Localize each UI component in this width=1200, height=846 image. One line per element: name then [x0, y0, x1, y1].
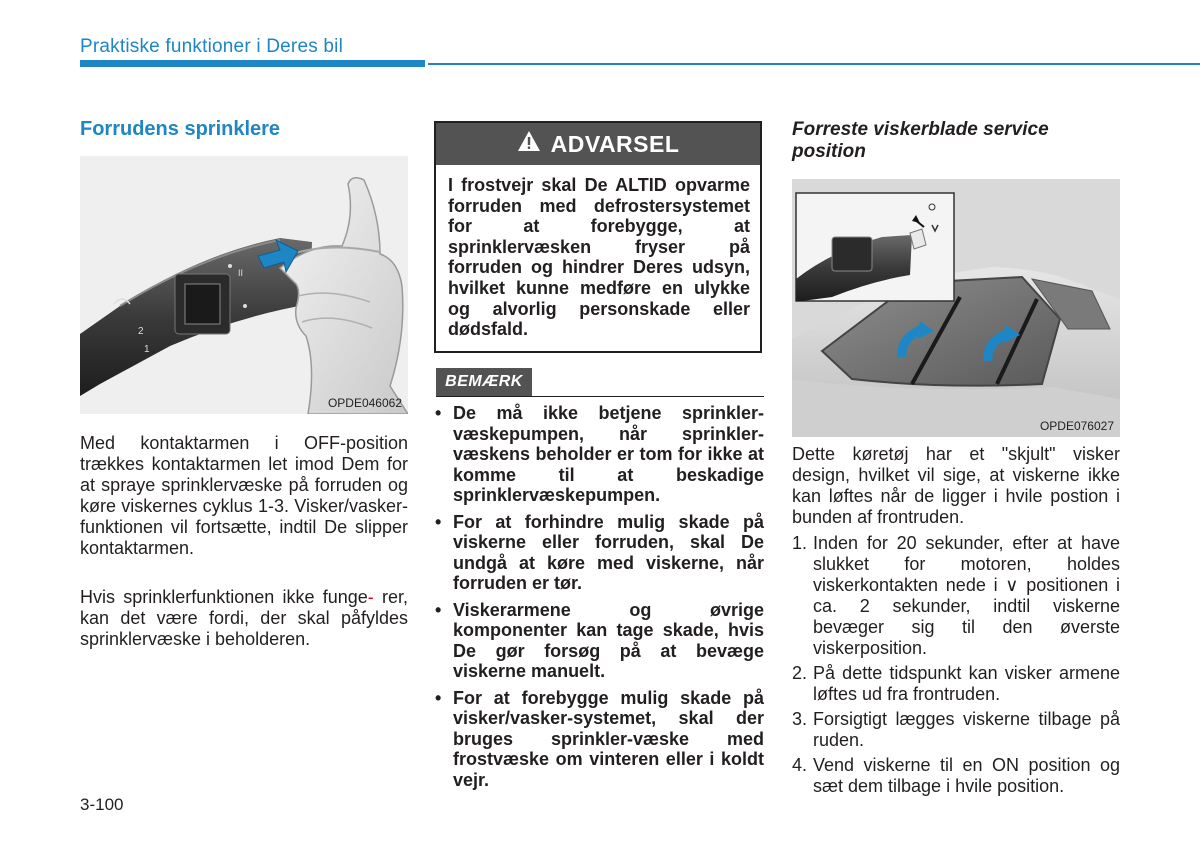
bullet-icon: •: [435, 403, 442, 423]
note-rule: [436, 396, 764, 397]
step-text: Vend viskerne til en ON position og sæt dem tilbage i hvile position.: [813, 755, 1120, 796]
figure-code: OPDE046062: [327, 396, 402, 410]
step-number: 2.: [792, 663, 808, 683]
step-text: På dette tidspunkt kan visker armene løftes ud fra frontruden.: [813, 663, 1120, 704]
svg-text:1: 1: [144, 344, 150, 355]
washer-heading: Forrudens sprinklere: [80, 118, 281, 140]
list-item: [792, 533, 1120, 659]
header-rule-thick: [80, 60, 425, 67]
svg-text:II: II: [238, 268, 244, 278]
wiper-service-illustration: [792, 179, 1120, 437]
section-title: Praktiske funktioner i Deres bil: [80, 36, 344, 57]
service-paragraph: Dette køretøj har et "skjult" visker design, hvilket vil sige, at viskerne ikke kan løftes når de ligger i hvile postion i bunden af frontruden.: [792, 444, 1120, 527]
bullet-icon: •: [435, 511, 442, 532]
note-item-text: De må ikke betjene sprinkler-væskepumpen, når sprinkler-væskens beholder er tom for ikke at komme til at beskadige sprinklervæskepumpen.: [453, 403, 764, 505]
list-item: [434, 688, 764, 791]
list-item: [792, 663, 1120, 705]
step-number: 4.: [792, 755, 808, 775]
warning-header: [436, 123, 760, 165]
note-tag: BEMÆRK: [436, 368, 532, 396]
bullet-icon: •: [435, 599, 442, 620]
page-number: 3-100: [80, 795, 124, 814]
warning-triangle-icon: [517, 130, 541, 158]
bullet-icon: •: [435, 687, 442, 708]
step-text: Inden for 20 sekunder, efter at have slukket for motoren, holdes viskerkontakten nede i ∨ positionen i ca. 2 sekunder, indtil viskerne bevæger sig til den øverste viskerposition.: [813, 533, 1120, 658]
washer-paragraph-1: Med kontaktarmen i OFF-position trækkes kontaktarmen let imod Dem for at spraye sprinklervæske på forruden og køre viskernes cyklus 1-3. Visker/vasker-funktionen vil fortsætte, indtil De slipper kontaktarmen.: [80, 433, 408, 558]
note-item-text: For at forebygge mulig skade på visker/vasker-systemet, skal der bruges sprinkler-væske med frostvæske om vinteren eller i koldt vejr.: [453, 687, 764, 790]
paragraph-2-part-b: rer, kan det være fordi, der skal påfyldes sprinklervæske i beholderen.: [80, 587, 408, 649]
service-steps: [792, 533, 1120, 801]
note-list: [434, 403, 764, 796]
warning-text: I frostvejr skal De ALTID opvarme forruden med defrostersystemet for at forebygge, at sprinklervæsken fryser på forruden og hindrer Deres udsyn, hvilket kunne medføre en ulykke og alvorlig personskade eller dødsfald.: [448, 175, 750, 340]
list-item: [434, 403, 764, 506]
hyphen-mark: -: [367, 587, 374, 607]
step-number: 3.: [792, 709, 808, 729]
note-item-text: For at forhindre mulig skade på viskerne eller forruden, skal De undgå at køre med viskerne, når forruden er tør.: [453, 511, 764, 593]
svg-text:2: 2: [138, 326, 144, 337]
paragraph-2-part-a: Hvis sprinklerfunktionen ikke funge: [80, 587, 368, 607]
figure-code: OPDE076027: [1039, 419, 1114, 433]
list-item: [434, 600, 764, 682]
step-number: 1.: [792, 533, 808, 553]
list-item: [434, 512, 764, 594]
service-position-heading: Forreste viskerblade service position: [792, 119, 1049, 162]
list-item: [792, 709, 1120, 751]
step-text: Forsigtigt lægges viskerne tilbage på ruden.: [813, 709, 1120, 750]
note-item-text: Viskerarmene og øvrige komponenter kan tage skade, hvis De gør forsøg på at bevæge viskerne manuelt.: [453, 599, 764, 681]
washer-paragraph-2: [80, 587, 408, 650]
washer-lever-illustration: [80, 156, 408, 414]
windshield-wiper-image: [792, 179, 1120, 437]
hand-pulling-lever-image: [80, 156, 408, 414]
header-rule-thin: [428, 63, 1200, 65]
list-item: [792, 755, 1120, 797]
warning-box: [434, 121, 762, 353]
warning-title: ADVARSEL: [550, 130, 680, 157]
